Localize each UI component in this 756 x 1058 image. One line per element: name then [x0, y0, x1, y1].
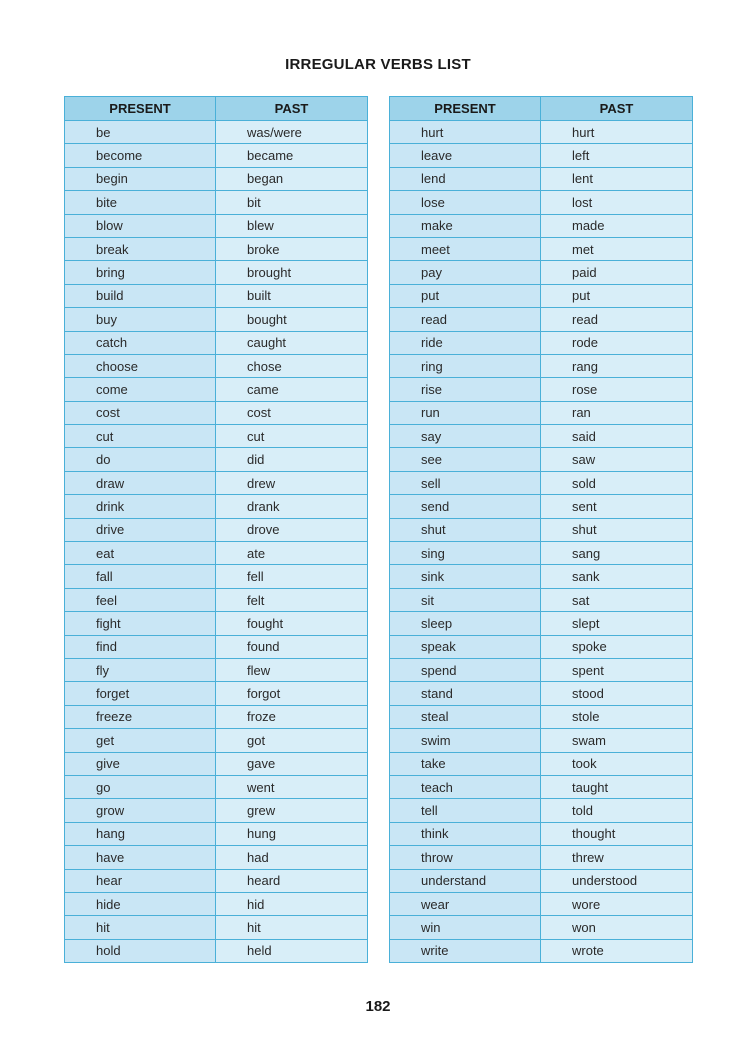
- present-form-cell: stand: [390, 682, 541, 705]
- past-form-cell: sold: [541, 471, 693, 494]
- past-form-cell: began: [216, 167, 368, 190]
- past-form-cell: hid: [216, 892, 368, 915]
- table-row: [65, 846, 368, 869]
- present-form-cell: wear: [390, 892, 541, 915]
- table-row: [390, 518, 693, 541]
- past-form-cell: sank: [541, 565, 693, 588]
- table-row: [65, 378, 368, 401]
- present-form-cell: find: [65, 635, 216, 658]
- past-form-cell: broke: [216, 237, 368, 260]
- present-form-cell: think: [390, 822, 541, 845]
- past-form-cell: told: [541, 799, 693, 822]
- past-column-header: PAST: [541, 97, 693, 121]
- table-row: [390, 892, 693, 915]
- present-form-cell: fly: [65, 658, 216, 681]
- present-form-cell: give: [65, 752, 216, 775]
- table-row: [390, 588, 693, 611]
- table-row: [65, 331, 368, 354]
- past-form-cell: rose: [541, 378, 693, 401]
- table-row: [65, 612, 368, 635]
- present-form-cell: make: [390, 214, 541, 237]
- present-form-cell: speak: [390, 635, 541, 658]
- past-form-cell: caught: [216, 331, 368, 354]
- present-form-cell: drink: [65, 495, 216, 518]
- past-form-cell: paid: [541, 261, 693, 284]
- past-form-cell: lost: [541, 191, 693, 214]
- present-form-cell: understand: [390, 869, 541, 892]
- table-row: [65, 939, 368, 962]
- present-form-cell: read: [390, 308, 541, 331]
- present-column-header: PRESENT: [390, 97, 541, 121]
- table-row: [390, 612, 693, 635]
- table-row: [65, 799, 368, 822]
- present-form-cell: steal: [390, 705, 541, 728]
- table-row: [390, 799, 693, 822]
- past-form-cell: read: [541, 308, 693, 331]
- present-form-cell: cost: [65, 401, 216, 424]
- table-row: [390, 401, 693, 424]
- verb-table-left: [64, 96, 368, 963]
- past-form-cell: stole: [541, 705, 693, 728]
- table-row: [65, 308, 368, 331]
- table-row: [390, 916, 693, 939]
- past-form-cell: hit: [216, 916, 368, 939]
- table-row: [65, 144, 368, 167]
- past-form-cell: spent: [541, 658, 693, 681]
- past-form-cell: felt: [216, 588, 368, 611]
- table-row: [65, 401, 368, 424]
- table-row: [65, 916, 368, 939]
- past-form-cell: made: [541, 214, 693, 237]
- past-form-cell: chose: [216, 354, 368, 377]
- table-row: [65, 705, 368, 728]
- past-form-cell: was/were: [216, 121, 368, 144]
- table-row: [65, 635, 368, 658]
- table-row: [65, 729, 368, 752]
- verb-table-right: [389, 96, 693, 963]
- present-form-cell: come: [65, 378, 216, 401]
- past-form-cell: ran: [541, 401, 693, 424]
- table-row: [390, 167, 693, 190]
- table-row: [65, 495, 368, 518]
- present-form-cell: send: [390, 495, 541, 518]
- table-row: [390, 846, 693, 869]
- table-row: [390, 939, 693, 962]
- present-form-cell: be: [65, 121, 216, 144]
- past-form-cell: spoke: [541, 635, 693, 658]
- past-form-cell: became: [216, 144, 368, 167]
- present-form-cell: say: [390, 425, 541, 448]
- past-form-cell: drank: [216, 495, 368, 518]
- table-row: [390, 495, 693, 518]
- past-form-cell: taught: [541, 775, 693, 798]
- present-form-cell: hear: [65, 869, 216, 892]
- present-form-cell: sink: [390, 565, 541, 588]
- present-form-cell: catch: [65, 331, 216, 354]
- verb-table-right-body: [390, 121, 693, 963]
- present-form-cell: tell: [390, 799, 541, 822]
- past-form-cell: said: [541, 425, 693, 448]
- past-form-cell: drove: [216, 518, 368, 541]
- present-form-cell: hold: [65, 939, 216, 962]
- table-row: [65, 354, 368, 377]
- present-form-cell: bite: [65, 191, 216, 214]
- table-row: [65, 284, 368, 307]
- present-form-cell: fight: [65, 612, 216, 635]
- past-form-cell: grew: [216, 799, 368, 822]
- past-form-cell: swam: [541, 729, 693, 752]
- table-row: [390, 331, 693, 354]
- table-row: [65, 237, 368, 260]
- past-form-cell: cost: [216, 401, 368, 424]
- past-form-cell: thought: [541, 822, 693, 845]
- table-row: [390, 144, 693, 167]
- table-row: [390, 308, 693, 331]
- past-form-cell: sent: [541, 495, 693, 518]
- past-form-cell: did: [216, 448, 368, 471]
- past-form-cell: left: [541, 144, 693, 167]
- past-form-cell: rang: [541, 354, 693, 377]
- present-form-cell: grow: [65, 799, 216, 822]
- past-form-cell: sat: [541, 588, 693, 611]
- table-row: [65, 682, 368, 705]
- table-row: [65, 542, 368, 565]
- past-form-cell: put: [541, 284, 693, 307]
- past-form-cell: held: [216, 939, 368, 962]
- table-row: [65, 565, 368, 588]
- table-row: [65, 752, 368, 775]
- table-row: [390, 565, 693, 588]
- past-form-cell: bit: [216, 191, 368, 214]
- table-row: [390, 425, 693, 448]
- table-row: [390, 705, 693, 728]
- past-form-cell: got: [216, 729, 368, 752]
- table-row: [390, 635, 693, 658]
- table-row: [65, 448, 368, 471]
- table-row: [390, 214, 693, 237]
- table-row: [390, 729, 693, 752]
- past-form-cell: understood: [541, 869, 693, 892]
- table-row: [65, 121, 368, 144]
- table-header-row: [390, 97, 693, 121]
- table-row: [390, 448, 693, 471]
- present-form-cell: run: [390, 401, 541, 424]
- past-form-cell: built: [216, 284, 368, 307]
- present-form-cell: have: [65, 846, 216, 869]
- present-form-cell: shut: [390, 518, 541, 541]
- present-form-cell: draw: [65, 471, 216, 494]
- present-form-cell: hang: [65, 822, 216, 845]
- past-form-cell: cut: [216, 425, 368, 448]
- past-form-cell: lent: [541, 167, 693, 190]
- past-form-cell: shut: [541, 518, 693, 541]
- past-form-cell: wrote: [541, 939, 693, 962]
- present-form-cell: pay: [390, 261, 541, 284]
- present-form-cell: meet: [390, 237, 541, 260]
- present-form-cell: take: [390, 752, 541, 775]
- past-form-cell: slept: [541, 612, 693, 635]
- present-form-cell: buy: [65, 308, 216, 331]
- present-form-cell: do: [65, 448, 216, 471]
- present-form-cell: lend: [390, 167, 541, 190]
- table-row: [65, 167, 368, 190]
- past-form-cell: hurt: [541, 121, 693, 144]
- past-form-cell: came: [216, 378, 368, 401]
- present-form-cell: throw: [390, 846, 541, 869]
- past-form-cell: blew: [216, 214, 368, 237]
- present-form-cell: build: [65, 284, 216, 307]
- table-row: [65, 822, 368, 845]
- present-form-cell: hit: [65, 916, 216, 939]
- past-form-cell: had: [216, 846, 368, 869]
- present-form-cell: feel: [65, 588, 216, 611]
- present-form-cell: leave: [390, 144, 541, 167]
- table-row: [65, 588, 368, 611]
- present-form-cell: freeze: [65, 705, 216, 728]
- table-row: [390, 121, 693, 144]
- past-form-cell: drew: [216, 471, 368, 494]
- table-row: [390, 542, 693, 565]
- table-row: [390, 775, 693, 798]
- past-form-cell: took: [541, 752, 693, 775]
- present-form-cell: win: [390, 916, 541, 939]
- past-form-cell: hung: [216, 822, 368, 845]
- past-form-cell: saw: [541, 448, 693, 471]
- past-form-cell: met: [541, 237, 693, 260]
- table-row: [65, 425, 368, 448]
- past-form-cell: won: [541, 916, 693, 939]
- present-form-cell: teach: [390, 775, 541, 798]
- table-row: [65, 658, 368, 681]
- table-row: [390, 682, 693, 705]
- present-form-cell: blow: [65, 214, 216, 237]
- table-row: [390, 752, 693, 775]
- present-form-cell: lose: [390, 191, 541, 214]
- present-form-cell: become: [65, 144, 216, 167]
- table-row: [65, 471, 368, 494]
- present-form-cell: break: [65, 237, 216, 260]
- present-column-header: PRESENT: [65, 97, 216, 121]
- past-form-cell: froze: [216, 705, 368, 728]
- present-form-cell: go: [65, 775, 216, 798]
- table-row: [65, 191, 368, 214]
- table-row: [390, 658, 693, 681]
- table-row: [390, 822, 693, 845]
- present-form-cell: spend: [390, 658, 541, 681]
- table-row: [390, 471, 693, 494]
- table-row: [65, 869, 368, 892]
- present-form-cell: sleep: [390, 612, 541, 635]
- present-form-cell: eat: [65, 542, 216, 565]
- present-form-cell: ring: [390, 354, 541, 377]
- present-form-cell: sit: [390, 588, 541, 611]
- present-form-cell: choose: [65, 354, 216, 377]
- present-form-cell: ride: [390, 331, 541, 354]
- verb-table-left-body: [65, 121, 368, 963]
- page-number: 182: [365, 998, 391, 1015]
- present-form-cell: hurt: [390, 121, 541, 144]
- table-row: [390, 869, 693, 892]
- past-form-cell: brought: [216, 261, 368, 284]
- past-column-header: PAST: [216, 97, 368, 121]
- past-form-cell: fell: [216, 565, 368, 588]
- table-row: [65, 261, 368, 284]
- present-form-cell: see: [390, 448, 541, 471]
- present-form-cell: put: [390, 284, 541, 307]
- past-form-cell: bought: [216, 308, 368, 331]
- table-row: [65, 775, 368, 798]
- table-row: [390, 354, 693, 377]
- table-row: [65, 892, 368, 915]
- table-row: [390, 261, 693, 284]
- past-form-cell: sang: [541, 542, 693, 565]
- past-form-cell: went: [216, 775, 368, 798]
- present-form-cell: swim: [390, 729, 541, 752]
- present-form-cell: rise: [390, 378, 541, 401]
- table-row: [65, 518, 368, 541]
- past-form-cell: threw: [541, 846, 693, 869]
- present-form-cell: begin: [65, 167, 216, 190]
- present-form-cell: sell: [390, 471, 541, 494]
- past-form-cell: fought: [216, 612, 368, 635]
- table-row: [390, 191, 693, 214]
- table-header-row: [65, 97, 368, 121]
- table-row: [65, 214, 368, 237]
- past-form-cell: wore: [541, 892, 693, 915]
- present-form-cell: write: [390, 939, 541, 962]
- table-row: [390, 378, 693, 401]
- page-title: IRREGULAR VERBS LIST: [285, 56, 471, 73]
- table-row: [390, 237, 693, 260]
- present-form-cell: cut: [65, 425, 216, 448]
- past-form-cell: stood: [541, 682, 693, 705]
- present-form-cell: get: [65, 729, 216, 752]
- present-form-cell: hide: [65, 892, 216, 915]
- present-form-cell: forget: [65, 682, 216, 705]
- past-form-cell: forgot: [216, 682, 368, 705]
- past-form-cell: ate: [216, 542, 368, 565]
- present-form-cell: bring: [65, 261, 216, 284]
- past-form-cell: found: [216, 635, 368, 658]
- past-form-cell: heard: [216, 869, 368, 892]
- table-row: [390, 284, 693, 307]
- present-form-cell: drive: [65, 518, 216, 541]
- past-form-cell: gave: [216, 752, 368, 775]
- past-form-cell: rode: [541, 331, 693, 354]
- present-form-cell: sing: [390, 542, 541, 565]
- present-form-cell: fall: [65, 565, 216, 588]
- past-form-cell: flew: [216, 658, 368, 681]
